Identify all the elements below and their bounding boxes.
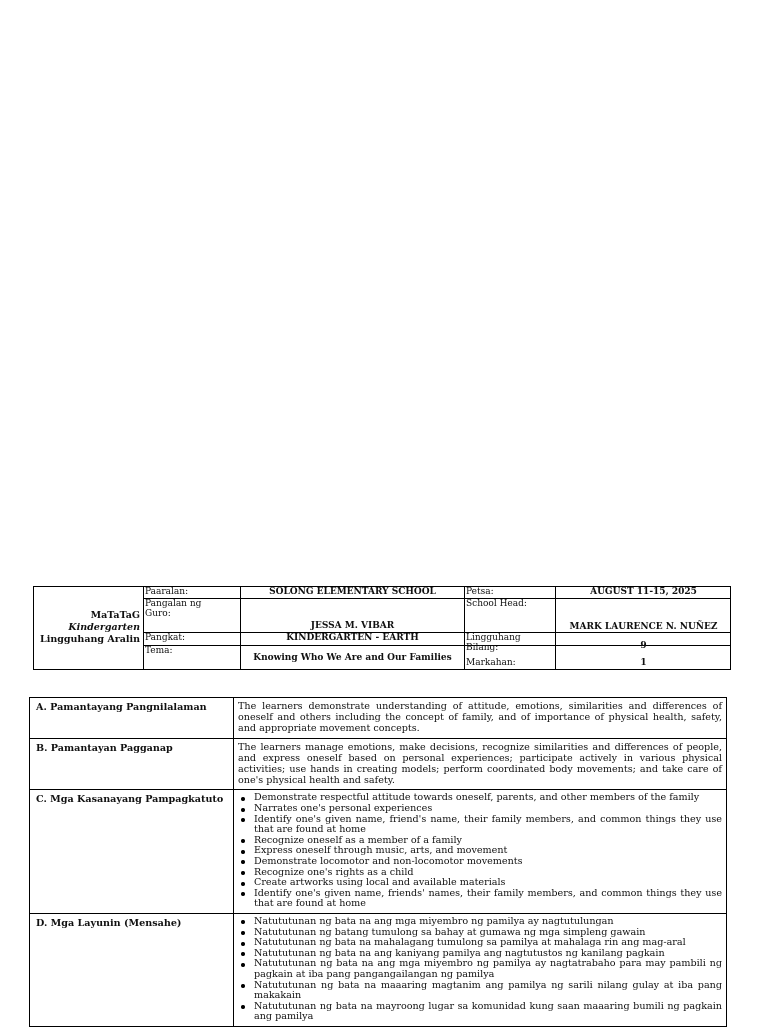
label-lingguhang-bilang: Lingguhang Bilang: [466,633,521,653]
list-item: Natututunan ng bata na ang mga miyembro ng pamilya ay nagtatrabaho para may pambili ng pagkain at iba pang pangangailangan ng pamilya [254,958,722,980]
competency-list [238,793,722,910]
value-school-head: MARK LAURENCE N. NUÑEZ [569,622,718,632]
row-list-cell [234,913,727,1026]
value-petsa: AUGUST 11-15, 2025 [590,587,697,597]
title-lingguhang-aralin: Lingguhang Aralin [40,634,140,645]
value-paaralan: SOLONG ELEMENTARY SCHOOL [269,587,436,597]
list-item: Natututunan ng bata na mayroong lugar sa komunidad kung saan maaaring bumili ng pagkain ang pamilya [254,1000,722,1023]
row-key: D. Mga Layunin (Mensahe) [30,913,234,1026]
row-text: The learners demonstrate understanding of attitude, emotions, similarities and differences of oneself and others including the concept of family, and of importance of physical health, safety, and appropriate movement concepts. [234,698,727,739]
row-key: B. Pamantayan Pagganap [30,738,234,790]
list-item: Narrates one's personal experiences [254,804,722,815]
row-list-cell [234,790,727,914]
label-pangkat: Pangkat: [145,633,186,643]
row-key: C. Mga Kasanayang Pampagkatuto [30,790,234,914]
table-row [30,738,727,790]
list-item: Demonstrate locomotor and non-locomotor movements [254,857,722,868]
lesson-content-table [29,697,727,1027]
value-lingguhang-bilang: 9 [640,641,647,651]
label-tema: Tema: [145,646,173,656]
list-item: Identify one's given name, friend's name, their family members, and common things they use that are found at home [254,813,722,836]
list-item: Natututunan ng bata na maaaring magtanim ang pamilya ng sarili nilang gulay at iba pang makakain [254,979,722,1002]
lesson-header-table [33,586,731,670]
title-matatag: MaTaTaG [90,610,140,621]
list-item: Recognize one's rights as a child [254,868,722,879]
row-text: The learners manage emotions, make decisions, recognize similarities and differences of people, and express oneself based on personal experiences; participate actively in various physical activities; use hands in creating models; perform coordinated body movements; and take care of one's physical health and safety. [234,738,727,790]
list-item: Demonstrate respectful attitude towards oneself, parents, and other members of the family [254,793,722,804]
title-kindergarten: Kindergarten [68,622,140,633]
label-markahan: Markahan: [466,658,516,668]
list-item: Natututunan ng bata na ang kaniyang pamilya ang nagtutustos ng kanilang pagkain [254,949,722,960]
list-item: Identify one's given name, friends' names, their family members, and common things they use that are found at home [254,887,722,910]
objectives-list [238,917,722,1023]
row-key: A. Pamantayang Pangnilalaman [30,698,234,739]
table-row [30,913,727,1026]
list-item: Natututunan ng bata na mahalagang tumulong sa pamilya at mahalaga rin ang mag-aral [254,938,722,949]
lesson-plan-title [34,587,144,669]
value-pangkat: KINDERGARTEN - EARTH [286,633,419,643]
label-guro: Pangalan ng Guro: [145,599,202,619]
value-tema: Knowing Who We Are and Our Families [253,653,452,663]
label-paaralan: Paaralan: [145,587,189,597]
list-item: Express oneself through music, arts, and movement [254,846,722,857]
value-markahan: 1 [640,658,647,668]
list-item: Recognize oneself as a member of a family [254,836,722,847]
list-item: Natututunan ng bata na ang mga miyembro ng pamilya ay nagtutulungan [254,917,722,928]
list-item: Create artworks using local and available materials [254,878,722,889]
label-school-head: School Head: [466,599,527,609]
label-petsa: Petsa: [466,587,494,597]
list-item: Natututunan ng batang tumulong sa bahay at gumawa ng mga simpleng gawain [254,928,722,939]
table-row [30,698,727,739]
table-row [30,790,727,914]
value-guro: JESSA M. VIBAR [310,621,395,631]
